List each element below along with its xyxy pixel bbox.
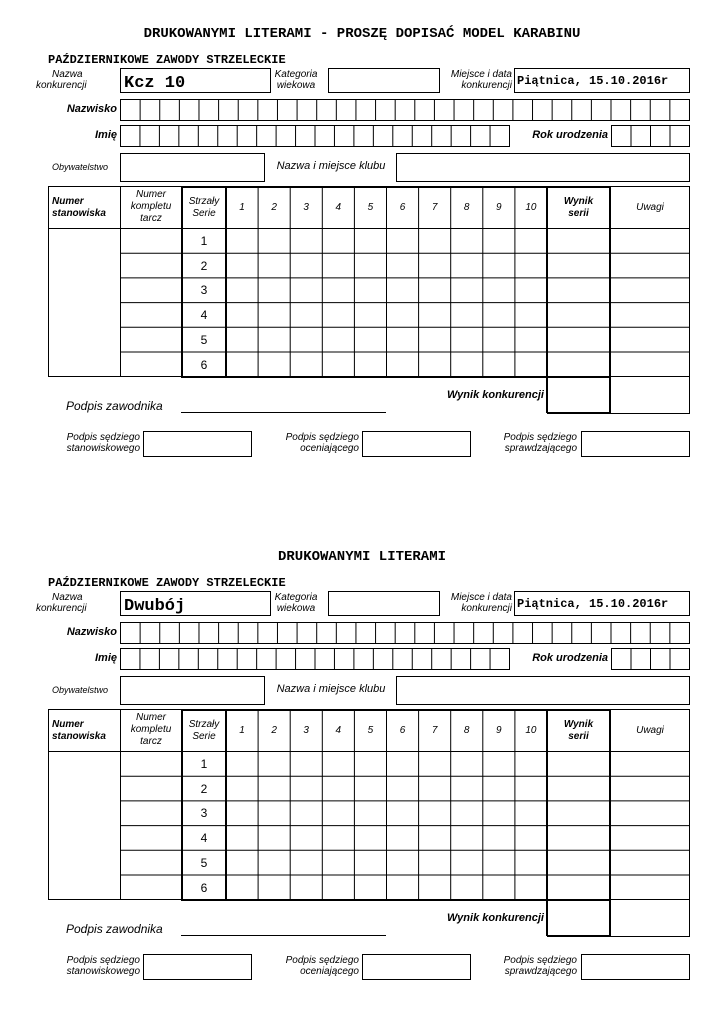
shot-header-3: 3 (303, 725, 309, 736)
surname-field (121, 100, 690, 121)
series-label-6: 6 (200, 880, 208, 895)
series-label-2: 2 (200, 781, 208, 796)
shot-header-1: 1 (239, 725, 245, 736)
score-card-2 (0, 523, 724, 1023)
competition-result-label: Wynik konkurencji (447, 389, 544, 401)
surname-label: Nazwisko (66, 626, 117, 638)
shot-header-10: 10 (525, 725, 537, 736)
shot-header-9: 9 (496, 725, 502, 736)
series-label-3: 3 (200, 806, 208, 821)
shot-header-6: 6 (399, 725, 406, 736)
citizenship-field (121, 677, 265, 705)
club-label: Nazwa i miejsce klubu (276, 160, 386, 172)
col-shots-series: Strzały Serie (188, 196, 220, 219)
shot-header-1: 1 (239, 202, 245, 213)
series-label-6: 6 (200, 357, 208, 372)
col-series-result: Wynik serii (563, 196, 594, 219)
shot-header-6: 6 (399, 202, 406, 213)
surname-field (121, 623, 690, 644)
series-label-5: 5 (200, 855, 208, 870)
shot-header-4: 4 (335, 725, 342, 736)
shot-header-7: 7 (431, 725, 438, 736)
shot-header-3: 3 (303, 202, 309, 213)
shot-header-8: 8 (463, 725, 470, 736)
shot-header-2: 2 (271, 725, 277, 736)
form-title: DRUKOWANYMI LITERAMI - PROSZĘ DOPISAĆ MODEL KARABINU (143, 26, 581, 42)
judge-station-label: Podpis sędziego stanowiskowego (66, 432, 140, 454)
shots-block (182, 710, 610, 900)
shot-header-4: 4 (335, 202, 342, 213)
citizenship-field (121, 154, 265, 182)
col-shots-series: Strzały Serie (188, 719, 220, 742)
judge-score-label: Podpis sędziego oceniającego (285, 432, 359, 454)
age-category-field (329, 592, 440, 616)
shots-block (182, 187, 610, 377)
club-field (397, 677, 690, 705)
age-category-label: Kategoria wiekowa (274, 69, 318, 91)
club-label: Nazwa i miejsce klubu (276, 683, 386, 695)
judge-check-box (582, 955, 690, 980)
place-date-value[interactable]: Piątnica, 15.10.2016r (517, 74, 669, 88)
age-category-label: Kategoria wiekowa (274, 592, 318, 614)
col-targets: Numer kompletu tarcz (130, 712, 172, 747)
surname-label: Nazwisko (66, 103, 117, 115)
judge-score-label: Podpis sędziego oceniającego (285, 955, 359, 977)
series-label-4: 4 (200, 831, 208, 846)
shot-header-5: 5 (367, 725, 374, 736)
judge-check-label: Podpis sędziego sprawdzającego (503, 955, 577, 977)
event-name: PAŹDZIERNIKOWE ZAWODY STRZELECKIE (48, 53, 286, 67)
competitor-signature-label: Podpis zawodnika (66, 922, 163, 936)
judge-check-box (582, 432, 690, 457)
place-date-label: Miejsce i data konkurencji (450, 69, 512, 91)
series-label-2: 2 (200, 258, 208, 273)
citizenship-label: Obywatelstwo (52, 162, 109, 172)
judge-score-box (363, 432, 471, 457)
col-notes: Uwagi (636, 725, 664, 736)
competition-label: Nazwa konkurencji (36, 69, 87, 91)
series-label-4: 4 (200, 308, 208, 323)
citizenship-label: Obywatelstwo (52, 685, 109, 695)
series-label-1: 1 (200, 757, 208, 771)
competition-value[interactable]: Kcz 10 (124, 74, 186, 93)
shot-header-7: 7 (431, 202, 438, 213)
series-label-3: 3 (200, 283, 208, 298)
col-series-result: Wynik serii (563, 719, 594, 742)
first-name-label: Imię (94, 129, 117, 141)
judge-score-box (363, 955, 471, 980)
place-date-value[interactable]: Piątnica, 15.10.2016r (517, 597, 669, 611)
col-notes: Uwagi (636, 202, 664, 213)
age-category-field (329, 69, 440, 93)
place-date-label: Miejsce i data konkurencji (450, 592, 512, 614)
club-field (397, 154, 690, 182)
col-station: Numer stanowiska (52, 196, 106, 219)
series-label-1: 1 (200, 234, 208, 248)
judge-station-box (144, 432, 252, 457)
shot-header-2: 2 (271, 202, 277, 213)
shot-header-10: 10 (525, 202, 537, 213)
birth-year-label: Rok urodzenia (532, 129, 608, 141)
competitor-signature-label: Podpis zawodnika (66, 399, 163, 413)
score-card-1 (0, 0, 724, 500)
judge-station-box (144, 955, 252, 980)
first-name-label: Imię (94, 652, 117, 664)
shot-header-9: 9 (496, 202, 502, 213)
judge-station-label: Podpis sędziego stanowiskowego (66, 955, 140, 977)
shot-header-5: 5 (367, 202, 374, 213)
form-title: DRUKOWANYMI LITERAMI (277, 549, 447, 565)
judge-check-label: Podpis sędziego sprawdzającego (503, 432, 577, 454)
shot-header-8: 8 (463, 202, 470, 213)
competition-value[interactable]: Dwubój (124, 597, 186, 616)
competition-label: Nazwa konkurencji (36, 592, 87, 614)
competition-result-label: Wynik konkurencji (447, 912, 544, 924)
event-name: PAŹDZIERNIKOWE ZAWODY STRZELECKIE (48, 576, 286, 590)
col-station: Numer stanowiska (52, 719, 106, 742)
col-targets: Numer kompletu tarcz (130, 189, 172, 224)
series-label-5: 5 (200, 332, 208, 347)
birth-year-label: Rok urodzenia (532, 652, 608, 664)
